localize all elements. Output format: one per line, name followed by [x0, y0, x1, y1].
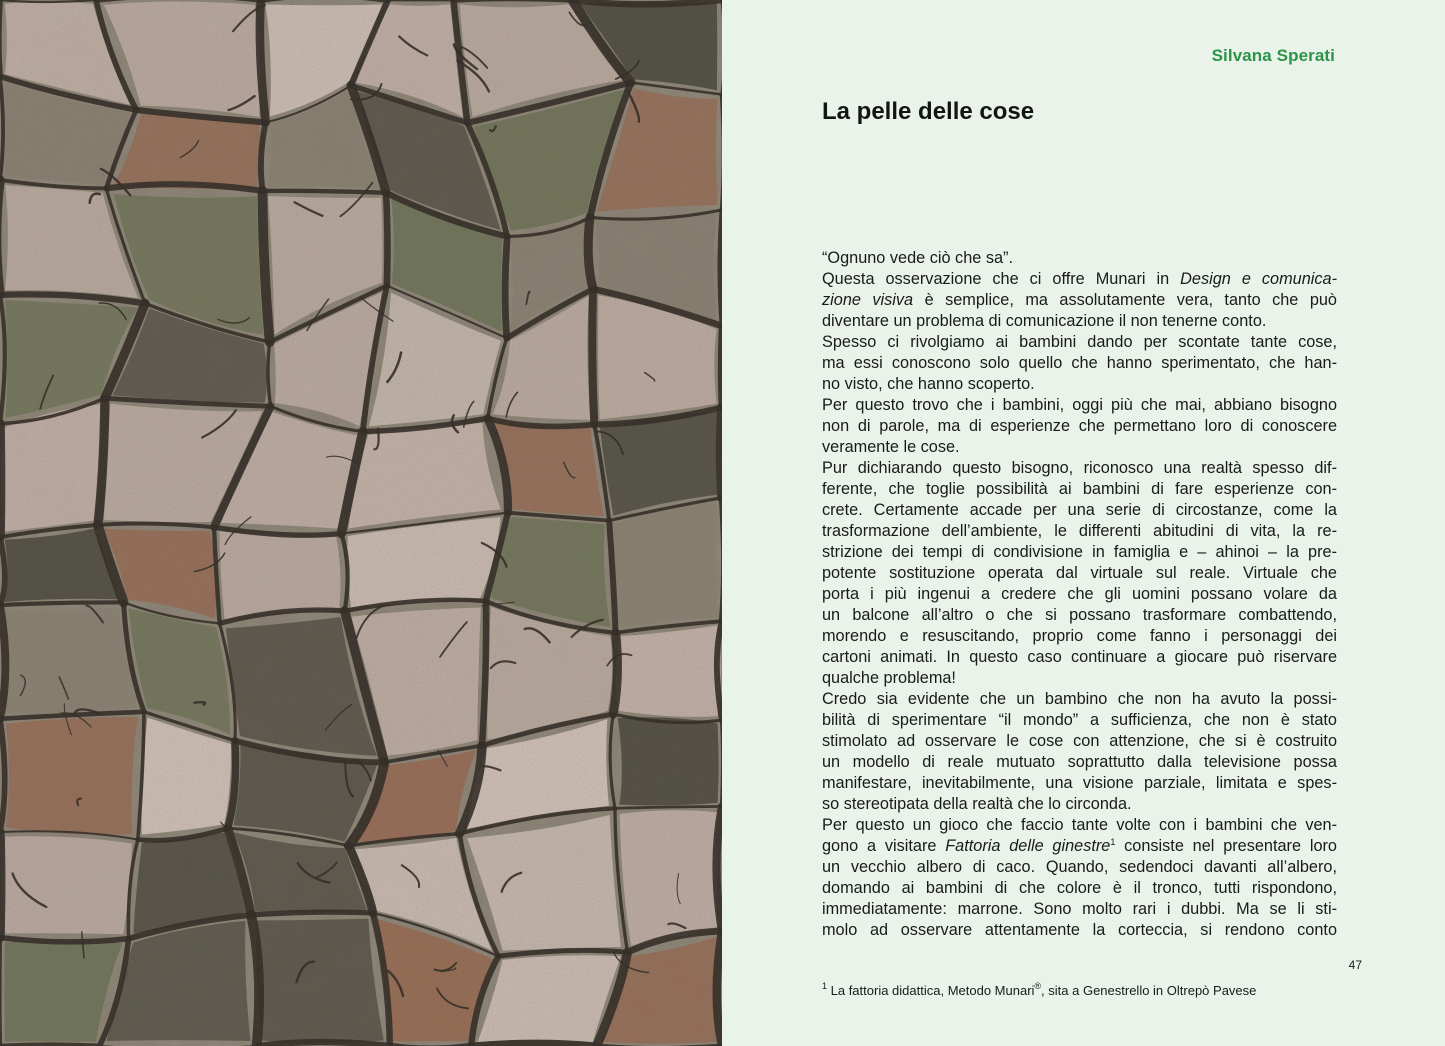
text-run: un modello di reale mutuato soprattutto dalla televisione possa — [822, 753, 1337, 771]
text-run: domando ai bambini di che colore è il tronco, tutti rispondono, — [822, 879, 1337, 897]
text-run: stimolato ad osservare le cose con attenzione, che si è costruito — [822, 732, 1337, 750]
text-run: ferente, che toglie possibilità ai bambini di fare esperienze con- — [822, 480, 1337, 498]
text-run: morendo e resuscitando, proprio come fanno i personaggi dei — [822, 627, 1337, 645]
body-line — [822, 311, 1337, 332]
body-line — [822, 773, 1337, 794]
body-line — [822, 248, 1337, 269]
body-line — [822, 416, 1337, 437]
text-run: ma essi conoscono solo quello che hanno sperimentato, che han- — [822, 354, 1337, 372]
text-run: un balcone all’altro o che si possano trasformare combattendo, — [822, 606, 1337, 624]
italic-title: zione visiva — [822, 291, 914, 309]
text-run: trasformazione dell’ambiente, le differenti abitudini di vita, la re- — [822, 522, 1337, 540]
text-run: veramente le cose. — [822, 438, 960, 456]
text-run: manifestare, inevitabilmente, una visione parziale, limitata e spes- — [822, 774, 1337, 792]
footnote-text-after: , sita a Genestrello in Oltrepò Pavese — [1041, 983, 1257, 998]
body-line — [822, 479, 1337, 500]
body-line — [822, 521, 1337, 542]
footnote-marker: 1 — [822, 981, 828, 991]
text-run: Spesso ci rivolgiamo ai bambini dando per scontate tante cose, — [822, 333, 1337, 351]
text-page — [722, 0, 1445, 1046]
body-line — [822, 374, 1337, 395]
body-line — [822, 542, 1337, 563]
body-text — [822, 248, 1337, 941]
body-line — [822, 584, 1337, 605]
body-line — [822, 815, 1337, 836]
text-run: diventare un problema di comunicazione il non tenerne conto. — [822, 312, 1267, 330]
bark-photo — [0, 0, 722, 1046]
text-run: “Ognuno vede ciò che sa”. — [822, 249, 1013, 267]
body-line — [822, 500, 1337, 521]
body-line — [822, 689, 1337, 710]
body-line — [822, 332, 1337, 353]
text-run: strizione dei tempi di condivisione in famiglia e – ahinoi – la pre- — [822, 543, 1337, 561]
body-line — [822, 899, 1337, 920]
body-line — [822, 290, 1337, 311]
text-run: immediatamente: marrone. Sono molto rari i dubbi. Ma se li sti- — [822, 900, 1337, 918]
text-run: crete. Certamente accade per una serie di circostanze, come la — [822, 501, 1337, 519]
footnote — [822, 983, 1256, 998]
chapter-title: La pelle delle cose — [822, 98, 1035, 125]
body-line — [822, 731, 1337, 752]
text-run: potente sostituzione operata dal virtuale sul reale. Virtuale che — [822, 564, 1337, 582]
footnote-reference: 1 — [1110, 837, 1116, 847]
text-run: qualche problema! — [822, 669, 956, 687]
text-run: Questa osservazione che ci offre Munari in — [822, 270, 1181, 288]
body-line — [822, 878, 1337, 899]
body-line — [822, 857, 1337, 878]
italic-title: Design e comunica- — [1180, 270, 1337, 288]
text-run: Pur dichiarando questo bisogno, riconosco una realtà spesso dif- — [822, 459, 1337, 477]
body-line — [822, 626, 1337, 647]
body-line — [822, 710, 1337, 731]
body-line — [822, 605, 1337, 626]
italic-title: Fattoria delle ginestre — [945, 837, 1111, 855]
body-line — [822, 668, 1337, 689]
body-line — [822, 752, 1337, 773]
text-run: un vecchio albero di caco. Quando, sedendoci davanti all’albero, — [822, 858, 1337, 876]
body-line — [822, 647, 1337, 668]
text-run: Per questo trovo che i bambini, oggi più che mai, abbiano bisogno — [822, 396, 1337, 414]
body-line — [822, 563, 1337, 584]
body-line — [822, 794, 1337, 815]
text-run: no visto, che hanno scoperto. — [822, 375, 1035, 393]
body-line — [822, 437, 1337, 458]
text-run: so stereotipata della realtà che lo circonda. — [822, 795, 1132, 813]
text-run: è semplice, ma assolutamente vera, tanto che può — [913, 291, 1337, 309]
text-run: bilità di sperimentare “il mondo” a sufficienza, che non è stato — [822, 711, 1337, 729]
tree-bark-texture-image — [0, 0, 722, 1046]
footnote-text-before: La fattoria didattica, Metodo Munari — [827, 983, 1035, 998]
body-line — [822, 836, 1337, 857]
body-line — [822, 353, 1337, 374]
text-run: Credo sia evidente che un bambino che non ha avuto la possi- — [822, 690, 1337, 708]
page-number: 47 — [1348, 958, 1362, 972]
text-run: molo ad osservare attentamente la corteccia, si rendono conto — [822, 921, 1337, 939]
text-run: consiste nel presentare loro — [1115, 837, 1337, 855]
text-run: porta i più ingenui a credere che gli uomini possano volare da — [822, 585, 1337, 603]
body-line — [822, 458, 1337, 479]
body-line — [822, 395, 1337, 416]
registered-mark: ® — [1034, 981, 1042, 991]
text-run: Per questo un gioco che faccio tante volte con i bambini che ven- — [822, 816, 1337, 834]
text-run: gono a visitare — [822, 837, 946, 855]
text-run: non di parole, ma di esperienze che permettano loro di conoscere — [822, 417, 1337, 435]
body-line — [822, 269, 1337, 290]
text-run: cartoni animati. In questo caso continuare a giocare può riservare — [822, 648, 1337, 666]
author-name: Silvana Sperati — [1211, 46, 1335, 65]
body-line — [822, 920, 1337, 941]
